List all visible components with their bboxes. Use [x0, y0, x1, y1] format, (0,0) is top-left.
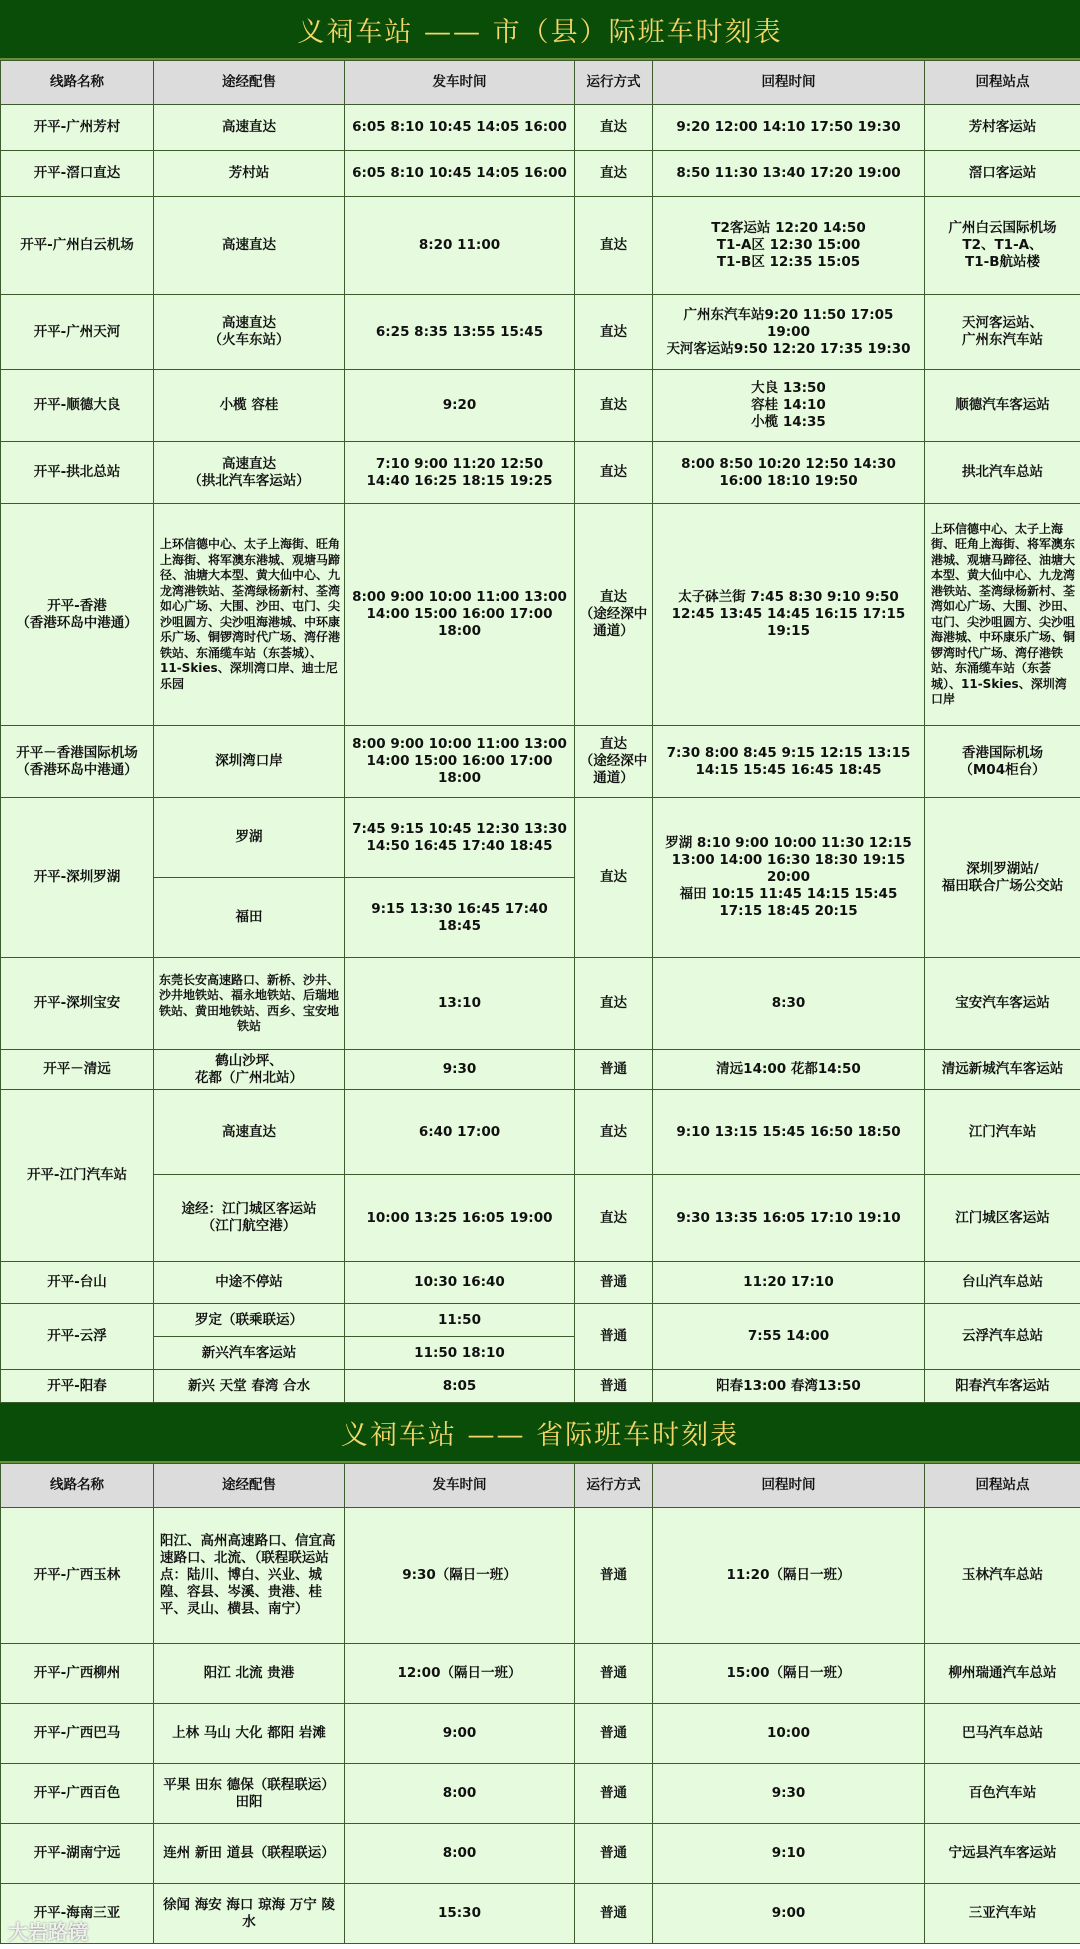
- table-row: [1, 1764, 1080, 1824]
- section1-title-banner: 义祠车站 —— 市（县）际班车时刻表: [0, 0, 1080, 60]
- return-times: 9:10: [653, 1824, 925, 1884]
- route-name: 开平-深圳宝安: [1, 958, 154, 1050]
- return-times: T2客运站 12:20 14:50 T1-A区 12:30 15:00 T1-B区 12:35 15:05: [653, 197, 925, 295]
- route-name: 开平-广州白云机场: [1, 197, 154, 295]
- route-name: 开平-滘口直达: [1, 151, 154, 197]
- depart-times: 10:30 16:40: [345, 1262, 575, 1304]
- depart-times: 7:45 9:15 10:45 12:30 13:30 14:50 16:45 17:40 18:45: [345, 798, 575, 878]
- table-row: [1, 1090, 1080, 1175]
- mode: 普通: [575, 1508, 653, 1644]
- route-name: 开平-广西玉林: [1, 1508, 154, 1644]
- route-name: 开平-深圳罗湖: [1, 798, 154, 958]
- table-row: [1, 504, 1080, 726]
- intercity-timetable: [0, 60, 1080, 1403]
- col-route: 线路名称: [1, 1464, 154, 1508]
- route-name: 开平-广西巴马: [1, 1704, 154, 1764]
- table-row: [1, 1704, 1080, 1764]
- col-return: 回程时间: [653, 61, 925, 105]
- section2-title-banner: 义祠车站 —— 省际班车时刻表: [0, 1403, 1080, 1463]
- via: 高速直达: [154, 1090, 345, 1175]
- table-row: [1, 1824, 1080, 1884]
- col-via: 途经配售: [154, 61, 345, 105]
- return-times: 阳春13:00 春湾13:50: [653, 1370, 925, 1403]
- return-station: 顺德汽车客运站: [925, 370, 1080, 442]
- depart-times: 8:00 9:00 10:00 11:00 13:00 14:00 15:00 16:00 17:00 18:00: [345, 504, 575, 726]
- table-row: [1, 370, 1080, 442]
- mode: 直达: [575, 105, 653, 151]
- mode: 直达: [575, 1175, 653, 1262]
- via: 平果 田东 德保（联程联运） 田阳: [154, 1764, 345, 1824]
- return-times: 9:30 13:35 16:05 17:10 19:10: [653, 1175, 925, 1262]
- watermark: 大岩路镜: [8, 1920, 88, 1944]
- route-name: 开平－香港国际机场 （香港环岛中港通）: [1, 726, 154, 798]
- route-name: 开平-广西百色: [1, 1764, 154, 1824]
- mode: 普通: [575, 1304, 653, 1370]
- via: 高速直达 （火车东站）: [154, 295, 345, 370]
- return-times: 8:00 8:50 10:20 12:50 14:30 16:00 18:10 19:50: [653, 442, 925, 504]
- mode: 直达 （途经深中 通道）: [575, 504, 653, 726]
- return-station: 拱北汽车总站: [925, 442, 1080, 504]
- depart-times: 9:30: [345, 1050, 575, 1090]
- mode: 直达: [575, 1090, 653, 1175]
- depart-times: 9:20: [345, 370, 575, 442]
- mode: 直达: [575, 197, 653, 295]
- depart-times: 6:25 8:35 13:55 15:45: [345, 295, 575, 370]
- mode: 普通: [575, 1764, 653, 1824]
- return-times: 太子砵兰街 7:45 8:30 9:10 9:50 12:45 13:45 14:45 16:15 17:15 19:15: [653, 504, 925, 726]
- return-times: 广州东汽车站9:20 11:50 17:05 19:00 天河客运站9:50 12:20 17:35 19:30: [653, 295, 925, 370]
- mode: 直达 （途经深中 通道）: [575, 726, 653, 798]
- interprovincial-timetable: [0, 1463, 1080, 1944]
- depart-times: 6:40 17:00: [345, 1090, 575, 1175]
- route-name: 开平-云浮: [1, 1304, 154, 1370]
- route-name: 开平-顺德大良: [1, 370, 154, 442]
- via: 连州 新田 道县（联程联运）: [154, 1824, 345, 1884]
- depart-times: 6:05 8:10 10:45 14:05 16:00: [345, 105, 575, 151]
- table-row: [1, 1175, 1080, 1262]
- route-name: 开平-台山: [1, 1262, 154, 1304]
- depart-times: 8:05: [345, 1370, 575, 1403]
- return-times: 8:30: [653, 958, 925, 1050]
- return-station: 江门汽车站: [925, 1090, 1080, 1175]
- col-return-station: 回程站点: [925, 1464, 1080, 1508]
- depart-times: 12:00（隔日一班）: [345, 1644, 575, 1704]
- return-times: 15:00（隔日一班）: [653, 1644, 925, 1704]
- table-row: [1, 798, 1080, 878]
- route-name: 开平-江门汽车站: [1, 1090, 154, 1262]
- col-return-station: 回程站点: [925, 61, 1080, 105]
- via: 新兴汽车客运站: [154, 1337, 345, 1370]
- col-depart: 发车时间: [345, 61, 575, 105]
- route-name: 开平-拱北总站: [1, 442, 154, 504]
- mode: 直达: [575, 798, 653, 958]
- return-times: 9:10 13:15 15:45 16:50 18:50: [653, 1090, 925, 1175]
- via: 罗定（联乘联运）: [154, 1304, 345, 1337]
- return-station: 滘口客运站: [925, 151, 1080, 197]
- depart-times: 8:20 11:00: [345, 197, 575, 295]
- table-row: [1, 1370, 1080, 1403]
- via: 新兴 天堂 春湾 合水: [154, 1370, 345, 1403]
- depart-times: 8:00: [345, 1764, 575, 1824]
- return-times: 9:20 12:00 14:10 17:50 19:30: [653, 105, 925, 151]
- mode: 直达: [575, 151, 653, 197]
- depart-times: 6:05 8:10 10:45 14:05 16:00: [345, 151, 575, 197]
- return-station: 玉林汽车总站: [925, 1508, 1080, 1644]
- depart-times: 9:30（隔日一班）: [345, 1508, 575, 1644]
- mode: 普通: [575, 1370, 653, 1403]
- route-name: 开平－清远: [1, 1050, 154, 1090]
- via: 东莞长安高速路口、新桥、沙井、沙井地铁站、福永地铁站、后瑞地铁站、黄田地铁站、西乡、宝安地铁站: [154, 958, 345, 1050]
- route-name: 开平-阳春: [1, 1370, 154, 1403]
- col-depart: 发车时间: [345, 1464, 575, 1508]
- table-row: [1, 1050, 1080, 1090]
- return-station: 江门城区客运站: [925, 1175, 1080, 1262]
- return-station: 柳州瑞通汽车总站: [925, 1644, 1080, 1704]
- table-row: [1, 726, 1080, 798]
- return-station: 清远新城汽车客运站: [925, 1050, 1080, 1090]
- table-row: [1, 151, 1080, 197]
- mode: 普通: [575, 1824, 653, 1884]
- via: 鹤山沙坪、 花都（广州北站）: [154, 1050, 345, 1090]
- via: 深圳湾口岸: [154, 726, 345, 798]
- mode: 普通: [575, 1884, 653, 1944]
- table-row: [1, 958, 1080, 1050]
- return-station: 香港国际机场 （M04柜台）: [925, 726, 1080, 798]
- mode: 直达: [575, 295, 653, 370]
- col-via: 途经配售: [154, 1464, 345, 1508]
- depart-times: 13:10: [345, 958, 575, 1050]
- via: 高速直达: [154, 197, 345, 295]
- table-row: [1, 1644, 1080, 1704]
- mode: 直达: [575, 442, 653, 504]
- return-times: 清远14:00 花都14:50: [653, 1050, 925, 1090]
- table-row: [1, 197, 1080, 295]
- return-times: 11:20 17:10: [653, 1262, 925, 1304]
- table-header-row: [1, 1464, 1080, 1508]
- route-name: 开平-湖南宁远: [1, 1824, 154, 1884]
- via: 小榄 容桂: [154, 370, 345, 442]
- return-times: 7:30 8:00 8:45 9:15 12:15 13:15 14:15 15:45 16:45 18:45: [653, 726, 925, 798]
- via: 途经：江门城区客运站 （江门航空港）: [154, 1175, 345, 1262]
- depart-times: 7:10 9:00 11:20 12:50 14:40 16:25 18:15 19:25: [345, 442, 575, 504]
- via: 芳村站: [154, 151, 345, 197]
- col-return: 回程时间: [653, 1464, 925, 1508]
- col-mode: 运行方式: [575, 61, 653, 105]
- return-times: 罗湖 8:10 9:00 10:00 11:30 12:15 13:00 14:00 16:30 18:30 19:15 20:00 福田 10:15 11:45 14:15 15:45 17:15 18:45 20:15: [653, 798, 925, 958]
- mode: 直达: [575, 958, 653, 1050]
- table-header-row: [1, 61, 1080, 105]
- via: 阳江、高州高速路口、信宜高速路口、北流、（联程联运站点：陆川、博白、兴业、城隍、容县、岑溪、贵港、桂平、灵山、横县、南宁）: [154, 1508, 345, 1644]
- route-name: 开平-广州天河: [1, 295, 154, 370]
- via: 上环信德中心、太子上海街、旺角上海街、将军澳东港城、观塘马蹄径、油塘大本型、黄大仙中心、九龙湾港铁站、荃湾绿杨新村、荃湾如心广场、大围、沙田、屯门、尖沙咀圆方、尖沙咀海港城、中环康乐广场、铜锣湾时代广场、湾仔港铁站、东涌缆车站（东荟城）、11-Skies、深圳湾口岸、迪士尼乐园: [154, 504, 345, 726]
- depart-times: 11:50 18:10: [345, 1337, 575, 1370]
- return-station: 广州白云国际机场 T2、T1-A、 T1-B航站楼: [925, 197, 1080, 295]
- return-times: 9:30: [653, 1764, 925, 1824]
- mode: 普通: [575, 1050, 653, 1090]
- mode: 普通: [575, 1644, 653, 1704]
- return-station: 宁远县汽车客运站: [925, 1824, 1080, 1884]
- route-name: 开平-香港 （香港环岛中港通）: [1, 504, 154, 726]
- via: 阳江 北流 贵港: [154, 1644, 345, 1704]
- return-station: 深圳罗湖站/ 福田联合广场公交站: [925, 798, 1080, 958]
- return-station: 巴马汽车总站: [925, 1704, 1080, 1764]
- route-name: 开平-广州芳村: [1, 105, 154, 151]
- depart-times: 10:00 13:25 16:05 19:00: [345, 1175, 575, 1262]
- return-station: 芳村客运站: [925, 105, 1080, 151]
- return-station: 三亚汽车站: [925, 1884, 1080, 1944]
- table-row: [1, 295, 1080, 370]
- via: 福田: [154, 878, 345, 958]
- via: 徐闻 海安 海口 琼海 万宁 陵水: [154, 1884, 345, 1944]
- mode: 普通: [575, 1704, 653, 1764]
- depart-times: 8:00 9:00 10:00 11:00 13:00 14:00 15:00 16:00 17:00 18:00: [345, 726, 575, 798]
- table-row: [1, 1304, 1080, 1337]
- table-row: [1, 1262, 1080, 1304]
- via: 上林 马山 大化 都阳 岩滩: [154, 1704, 345, 1764]
- depart-times: 9:15 13:30 16:45 17:40 18:45: [345, 878, 575, 958]
- return-station: 阳春汽车客运站: [925, 1370, 1080, 1403]
- mode: 直达: [575, 370, 653, 442]
- return-times: 大良 13:50 容桂 14:10 小榄 14:35: [653, 370, 925, 442]
- table-row: [1, 105, 1080, 151]
- col-route: 线路名称: [1, 61, 154, 105]
- route-name: 开平-海南三亚: [1, 1884, 154, 1944]
- table-row: [1, 1884, 1080, 1944]
- return-station: 百色汽车站: [925, 1764, 1080, 1824]
- return-station: 上环信德中心、太子上海街、旺角上海街、将军澳东港城、观塘马蹄径、油塘大本型、黄大仙中心、九龙湾港铁站、荃湾绿杨新村、荃湾如心广场、大围、沙田、屯门、尖沙咀圆方、尖沙咀海港城、中环康乐广场、铜锣湾时代广场、湾仔港铁站、东涌缆车站（东荟城）、11-Skies、深圳湾口岸: [925, 504, 1080, 726]
- route-name: 开平-广西柳州: [1, 1644, 154, 1704]
- depart-times: 15:30: [345, 1884, 575, 1944]
- via: 罗湖: [154, 798, 345, 878]
- return-times: 11:20（隔日一班）: [653, 1508, 925, 1644]
- return-times: 9:00: [653, 1884, 925, 1944]
- via: 中途不停站: [154, 1262, 345, 1304]
- return-station: 宝安汽车客运站: [925, 958, 1080, 1050]
- depart-times: 11:50: [345, 1304, 575, 1337]
- return-station: 云浮汽车总站: [925, 1304, 1080, 1370]
- table-row: [1, 1508, 1080, 1644]
- return-station: 天河客运站、 广州东汽车站: [925, 295, 1080, 370]
- mode: 普通: [575, 1262, 653, 1304]
- depart-times: 8:00: [345, 1824, 575, 1884]
- depart-times: 9:00: [345, 1704, 575, 1764]
- return-times: 8:50 11:30 13:40 17:20 19:00: [653, 151, 925, 197]
- col-mode: 运行方式: [575, 1464, 653, 1508]
- return-times: 10:00: [653, 1704, 925, 1764]
- table-row: [1, 442, 1080, 504]
- return-station: 台山汽车总站: [925, 1262, 1080, 1304]
- via: 高速直达: [154, 105, 345, 151]
- return-times: 7:55 14:00: [653, 1304, 925, 1370]
- via: 高速直达 （拱北汽车客运站）: [154, 442, 345, 504]
